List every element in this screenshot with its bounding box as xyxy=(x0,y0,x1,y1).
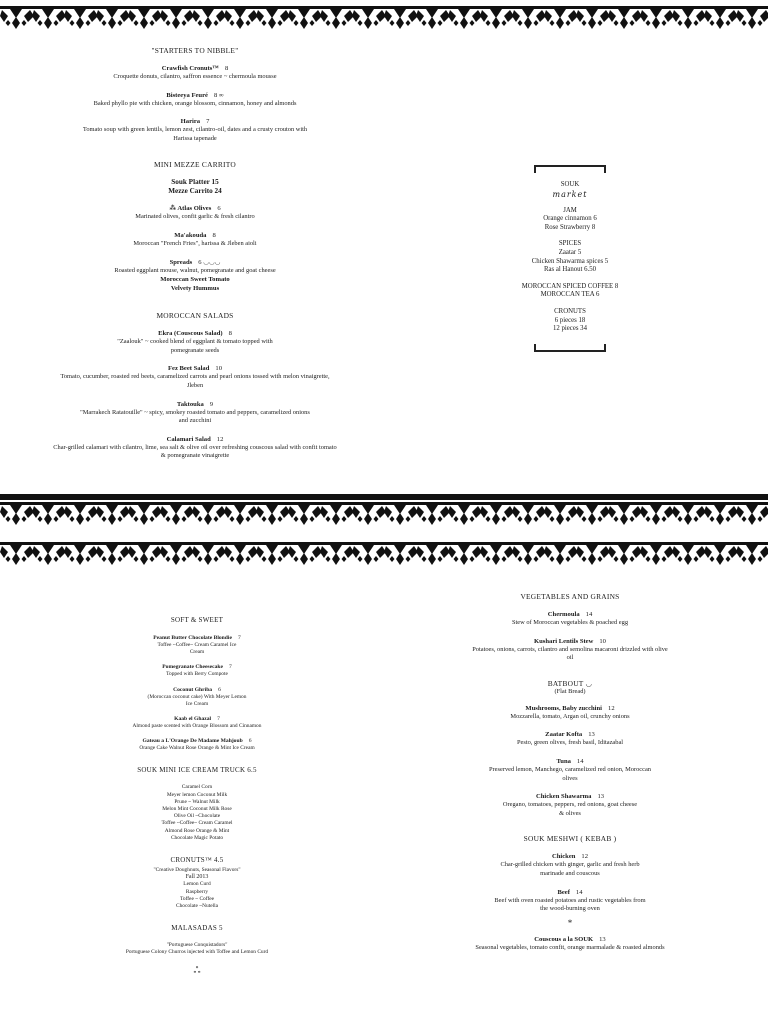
cronut-flavor-list xyxy=(92,867,302,910)
olive-icon: ⁂ xyxy=(169,205,178,213)
item-name: Calamari Salad xyxy=(166,435,211,443)
border-motif xyxy=(320,6,354,29)
border-motif xyxy=(224,6,258,29)
menu-item xyxy=(92,686,302,708)
border-motif xyxy=(128,6,162,29)
border-motif xyxy=(480,502,514,525)
item-price: 7 xyxy=(217,716,220,723)
item-name: Coconut Ghriba xyxy=(173,686,213,693)
menu-item xyxy=(60,364,330,390)
menu-item xyxy=(60,204,330,222)
ice-cream-flavor-list xyxy=(92,784,302,842)
spread-option: Velvety Hummus xyxy=(170,285,220,293)
border-motif xyxy=(160,502,194,525)
platter-line: Souk Platter 15 xyxy=(171,178,219,187)
section-heading-batbout: BATBOUT xyxy=(547,678,584,688)
decorative-border-lower xyxy=(0,540,768,570)
bread-icon: ◡ xyxy=(585,678,593,688)
border-motif xyxy=(704,6,738,29)
border-motif xyxy=(96,502,130,525)
item-description: "Zaalouk" ~ cooked blend of eggplant & tomato topped with pomegranate seeds xyxy=(117,338,273,354)
border-motif xyxy=(416,542,450,565)
item-price: 8 xyxy=(224,65,229,72)
item-name: Fez Beet Salad xyxy=(168,365,210,373)
border-motif xyxy=(288,6,322,29)
item-description: Topped with Berry Compote xyxy=(166,671,228,678)
flavor-line: Toffee ~ Coffee xyxy=(179,895,215,902)
border-motif xyxy=(576,542,610,565)
item-name: Kaab el Ghazal xyxy=(174,716,212,723)
item-description: Tomato, cucumber, roasted red beets, caramelized carrots and pearl onions tossed with melon vinaigrette, Jleben xyxy=(60,373,330,389)
border-motif xyxy=(416,502,450,525)
border-motif xyxy=(640,502,674,525)
section-heading-meshwi: SOUK MESHWI ( KEBAB ) xyxy=(523,834,617,844)
item-price: 6 xyxy=(198,258,202,266)
item-price: 12 xyxy=(216,435,224,443)
mains-column xyxy=(452,592,688,961)
border-motif xyxy=(352,542,386,565)
item-name: Chicken xyxy=(551,853,576,861)
border-motif xyxy=(288,502,322,525)
item-name: Harira xyxy=(180,118,201,126)
menu-item xyxy=(60,64,330,82)
border-motif xyxy=(352,6,386,29)
item-description: Croquette donuts, cilantro, saffron essence ~ chermoula mousse xyxy=(113,73,277,80)
border-motif xyxy=(352,502,386,525)
tea-line: MOROCCAN TEA 6 xyxy=(540,291,600,299)
border-motif xyxy=(512,542,546,565)
flavor-line: Meyer lemon Coconut Milk xyxy=(166,791,228,798)
section-heading-ice-cream: SOUK MINI ICE CREAM TRUCK 6.5 xyxy=(137,766,257,775)
spice-line: Ras al Hanout 6.50 xyxy=(543,266,597,274)
item-price: 13 xyxy=(588,731,595,739)
item-price: 10 xyxy=(215,365,222,373)
item-name: Tuna xyxy=(556,757,571,765)
decorative-border-top xyxy=(0,4,768,34)
spice-line: Chicken Shawarma spices 5 xyxy=(531,257,609,265)
cronut-tagline: "Creative Doughnuts, Seasonal Flavors" xyxy=(153,867,241,874)
flavor-line: Olive Oil ~Chocolate xyxy=(173,813,221,820)
item-name: Couscous a la SOUK xyxy=(534,935,594,943)
item-description: Mozzarella, tomato, Argan oil, crunchy onions xyxy=(510,712,630,720)
malasadas-desc xyxy=(72,942,322,956)
border-motif xyxy=(544,502,578,525)
item-price: 7 xyxy=(206,118,210,126)
item-price: 14 xyxy=(576,757,584,765)
box-bottom-bar xyxy=(534,350,606,352)
ornament-icon: ஃ xyxy=(193,964,201,975)
item-name: Chicken Shawarma xyxy=(535,793,592,801)
item-name: Crawfish Cronuts™ xyxy=(161,65,219,72)
border-motif xyxy=(0,6,34,29)
item-price: 7 xyxy=(228,664,232,671)
menu-item xyxy=(452,935,688,953)
menu-item xyxy=(452,637,688,663)
item-name: Kushari Lentils Stew xyxy=(534,637,594,645)
spices-heading: SPICES xyxy=(558,240,582,248)
flavor-line: Chocolate Magic Potato xyxy=(170,834,224,841)
coffee-line: MOROCCAN SPICED COFFEE 8 xyxy=(521,282,619,290)
border-motif xyxy=(32,542,66,565)
item-name: Peanut Butter Chocolate Blondie xyxy=(153,635,232,641)
item-description: Char-grilled calamari with cilantro, lime, sea salt & olive oil over refreshing couscous salad with confit tomato & pomegranate vinaigrette xyxy=(53,443,337,460)
border-motif xyxy=(64,6,98,29)
menu-item xyxy=(452,792,688,818)
item-description: Oregano, tomatoes, peppers, red onions, goat cheese & olives xyxy=(502,801,638,817)
menu-item xyxy=(60,258,330,294)
border-motif xyxy=(640,6,674,29)
item-description: Roasted eggplant mouse, walnut, pomegranate and goat cheese xyxy=(114,266,276,274)
section-heading-salads: MOROCCAN SALADS xyxy=(156,311,234,321)
item-price: 12 xyxy=(581,853,589,861)
item-description: (Moroccan coconut cake) With Meyer Lemon Ice Cream xyxy=(147,693,247,707)
border-motif xyxy=(448,542,482,565)
platter-line: Mezze Carrito 24 xyxy=(168,187,222,196)
border-motif xyxy=(640,542,674,565)
border-motif xyxy=(320,542,354,565)
border-motif xyxy=(32,502,66,525)
border-motif xyxy=(480,6,514,29)
item-price: 6 xyxy=(248,738,252,745)
item-price: 14 xyxy=(575,888,583,896)
menu-item xyxy=(452,730,688,748)
item-description: Seasonal vegetables, tomato confit, orange marmalade & roasted almonds xyxy=(475,943,665,951)
menu-item xyxy=(92,634,302,656)
item-name: Ekra (Couscous Salad) xyxy=(158,330,223,338)
item-name: Gateau a L'Orange De Madame Mahjoub xyxy=(142,738,243,745)
section-heading-starters: "STARTERS TO NIBBLE" xyxy=(151,46,239,55)
border-motif xyxy=(192,542,226,565)
item-name: Chermoula xyxy=(547,611,580,618)
border-motif xyxy=(448,6,482,29)
menu-item xyxy=(452,757,688,783)
border-motif xyxy=(736,542,768,565)
border-motif xyxy=(576,6,610,29)
souk-market-box xyxy=(512,165,628,352)
jam-line: Rose Strawberry 8 xyxy=(544,223,596,231)
menu-item xyxy=(53,435,337,461)
flavor-line: Caramel Corn xyxy=(181,784,213,791)
border-motif xyxy=(256,6,290,29)
item-price: 14 xyxy=(585,611,593,618)
souk-script-title: market xyxy=(552,189,588,199)
item-price: 7 xyxy=(237,635,241,641)
item-name: Ma'akouda xyxy=(174,231,207,239)
souk-title: SOUK xyxy=(560,181,580,188)
border-motif xyxy=(512,6,546,29)
border-motif xyxy=(0,542,34,565)
border-motif xyxy=(192,6,226,29)
flavor-line: Toffee ~Coffee~ Cream Caramel xyxy=(161,820,233,827)
border-motif xyxy=(608,6,642,29)
section-heading-vegetables: VEGETABLES AND GRAINS xyxy=(520,592,620,601)
menu-item xyxy=(452,888,688,914)
border-motif xyxy=(608,542,642,565)
decorative-border-middle xyxy=(0,500,768,530)
item-price: 10 xyxy=(599,637,606,645)
spice-line: Zaatar 5 xyxy=(558,248,582,256)
flavor-line: Raspberry xyxy=(185,888,209,895)
item-name: Pomegranate Cheesecake xyxy=(162,664,223,671)
menu-item xyxy=(60,400,330,426)
item-name: Mushrooms, Baby zucchini xyxy=(525,704,603,712)
vegetarian-icon: ∞ xyxy=(218,91,224,99)
menu-item xyxy=(92,715,302,730)
jam-line: Orange cinnamon 6 xyxy=(543,215,597,223)
item-price: 8 xyxy=(212,231,216,239)
section-heading-cronuts: CRONUTS™ 4.5 xyxy=(170,856,224,865)
dessert-column xyxy=(92,616,302,977)
border-motif xyxy=(224,542,258,565)
border-motif xyxy=(384,6,418,29)
flavor-line: Chocolate ~Nutella xyxy=(176,903,218,910)
menu-item xyxy=(60,91,330,109)
vegetarian-icon: ◡◡◡ xyxy=(203,258,221,266)
star-ornament: * xyxy=(567,917,573,928)
jam-heading: JAM xyxy=(563,206,577,214)
item-description: "Marrakech Ratatouille" ~ spicy, smokey roasted tomato and peppers, caramelized onions and zucchini xyxy=(80,408,310,425)
item-description: Moroccan "French Fries", harissa & Jleben aioli xyxy=(133,239,257,247)
border-motif xyxy=(704,542,738,565)
item-description: Beef with oven roasted potatoes and rustic vegetables from the wood-burning oven xyxy=(494,896,646,913)
border-motif xyxy=(544,542,578,565)
item-description: Tomato soup with green lentils, lemon zest, cilantro-oil, dates and a crusty crouton with Harissa tapenade xyxy=(82,126,308,142)
item-price: 12 xyxy=(608,704,615,712)
border-motif xyxy=(608,502,642,525)
border-motif xyxy=(672,502,706,525)
border-motif xyxy=(128,502,162,525)
border-motif xyxy=(224,502,258,525)
section-heading-malasadas: MALASADAS 5 xyxy=(171,924,223,933)
flavor-line: Prune ~ Walnut Milk xyxy=(174,798,220,805)
border-motif xyxy=(320,502,354,525)
border-motif xyxy=(672,542,706,565)
flavor-line: Almond Rose Orange & Mint xyxy=(164,827,230,834)
cronut-line: 12 pieces 34 xyxy=(553,325,587,333)
menu-item xyxy=(92,737,302,752)
border-motif xyxy=(160,542,194,565)
border-motif xyxy=(256,502,290,525)
item-price: 8 xyxy=(213,91,218,99)
item-description: Orange Cake Walnut Rose Orange & Mint Ice Cream xyxy=(139,745,255,752)
section-heading-soft-sweet: SOFT & SWEET xyxy=(170,616,224,624)
item-price: 6 xyxy=(217,205,221,213)
item-description: Potatoes, onions, carrots, cilantro and semolina macaroni drizzled with olive oil xyxy=(472,645,668,662)
item-description: Almond paste scented with Orange Blossom and Cinnamon xyxy=(132,723,262,730)
flavor-line: Melon Mint Coconut Milk Rose xyxy=(162,806,232,813)
menu-item xyxy=(452,704,688,722)
item-description: Stew of Moroccan vegetables & poached egg xyxy=(511,619,629,626)
border-motif xyxy=(736,502,768,525)
section-heading-mezze: MINI MEZZE CARRITO xyxy=(154,160,236,170)
item-description: Char-grilled chicken with ginger, garlic and fresh herb marinade and couscous xyxy=(500,861,640,877)
border-motif xyxy=(64,502,98,525)
border-motif xyxy=(736,6,768,29)
border-motif xyxy=(0,502,34,525)
cronuts-heading: CRONUTS xyxy=(554,307,586,315)
item-name: Zaatar Kofta xyxy=(545,731,583,739)
mezze-platters xyxy=(60,178,330,196)
cronut-season: Fall 2013 xyxy=(185,874,209,881)
border-motif xyxy=(576,502,610,525)
item-description: Baked phyllo pie with chicken, orange blossom, cinnamon, honey and almonds xyxy=(93,99,297,107)
border-motif xyxy=(64,542,98,565)
item-name: Beef xyxy=(557,888,570,896)
item-name: Spreads xyxy=(169,258,193,266)
item-description: Marinated olives, confit garlic & fresh cilantro xyxy=(135,213,255,221)
item-description: Pesto, green olives, fresh basil, Iditazabal xyxy=(516,739,624,747)
menu-item xyxy=(60,117,330,143)
border-motif xyxy=(512,502,546,525)
flavor-line: Lemon Curd xyxy=(183,881,211,888)
item-name: Taktouka xyxy=(176,400,204,408)
border-motif xyxy=(128,542,162,565)
border-motif xyxy=(288,542,322,565)
border-motif xyxy=(544,6,578,29)
menu-item xyxy=(60,231,330,249)
border-motif xyxy=(256,542,290,565)
top-menu-column xyxy=(53,46,337,470)
item-description: Preserved lemon, Manchego, caramelized red onion, Moroccan olives xyxy=(488,765,651,782)
item-price: 13 xyxy=(597,793,605,801)
menu-item xyxy=(452,852,688,878)
malasadas-line: Portuguese Colony Churros injected with Toffee and Lemon Curd xyxy=(125,949,269,956)
item-price: 8 xyxy=(228,330,232,338)
border-motif xyxy=(96,542,130,565)
border-motif xyxy=(704,502,738,525)
box-top-bar xyxy=(534,165,606,167)
border-motif xyxy=(480,542,514,565)
cronut-line: 6 pieces 18 xyxy=(554,316,586,324)
batbout-subtitle: (Flat Bread) xyxy=(554,687,586,695)
menu-item xyxy=(60,329,330,355)
item-price: 13 xyxy=(599,935,606,943)
border-motif xyxy=(672,6,706,29)
item-name: Bisteeya Feuré xyxy=(166,91,208,99)
malasadas-line: "Portuguese Conquistadors" xyxy=(166,942,228,949)
item-description: Toffee ~Coffee~ Cream Caramel Ice Cream xyxy=(157,642,237,656)
border-motif xyxy=(160,6,194,29)
menu-item xyxy=(92,663,302,678)
menu-item xyxy=(452,610,688,628)
border-motif xyxy=(384,542,418,565)
border-motif xyxy=(192,502,226,525)
border-motif xyxy=(416,6,450,29)
item-name: Atlas Olives xyxy=(177,205,212,213)
border-motif xyxy=(448,502,482,525)
border-motif xyxy=(96,6,130,29)
border-motif xyxy=(384,502,418,525)
border-motif xyxy=(32,6,66,29)
item-price: 9 xyxy=(209,400,214,408)
item-price: 6 xyxy=(218,686,221,693)
spread-option: Moroccan Sweet Tomato xyxy=(160,276,230,284)
